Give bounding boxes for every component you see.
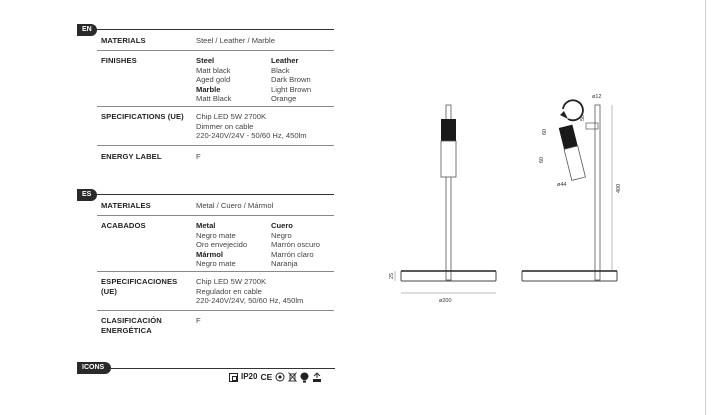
finish-item: Metal [196,221,216,230]
row-divider [97,106,334,107]
label-line: CLASIFICACIÓN [101,316,162,325]
dim-diameter-top: ø12 [592,94,602,100]
spec-line: Dimmer on cable [196,121,254,131]
label-line: ENERGÉTICA [101,325,152,335]
row-divider [97,145,334,146]
lamp-stem [595,105,600,280]
finish-item: Negro mate [196,259,236,269]
lamp-base [522,271,617,281]
especificaciones-label [101,277,177,296]
row-divider [97,310,334,311]
finish-item: Leather [271,56,299,65]
led-bulb-icon [300,372,309,383]
finishes-col1 [196,56,231,104]
icons-badge: ICONS [77,362,111,374]
clasificacion-label [101,316,162,335]
finish-item: Dark Brown [271,75,311,85]
lamp-base [401,271,496,281]
dim-50: 50 [580,114,586,121]
lamp-arm [586,123,598,129]
energy-label: ENERGY LABEL [101,152,162,161]
spec-line: Chip LED 5W 2700K [196,112,267,121]
ip20-label: IP20 [241,372,258,381]
section-line-es [97,194,334,195]
dim-60-a: 60 [542,128,548,135]
materials-value: Steel / Leather / Marble [196,36,275,45]
finish-item: Oro envejecido [196,240,248,250]
finish-item: Black [271,65,290,75]
dim-60-b: 60 [539,156,545,163]
finish-item: Negro mate [196,230,236,240]
dim-base-height: 25 [389,272,395,279]
row-divider [97,50,334,51]
rohs-icon [275,372,285,382]
especificaciones-value [196,277,303,306]
dim-base-diameter: ø200 [439,298,452,304]
label-line: ESPECIFICACIONES [101,277,178,286]
acabados-col2 [271,221,320,269]
lang-badge-en: EN [77,24,97,36]
dim-height: 400 [616,183,622,193]
lamp-head-top [441,119,456,141]
lamp-side-view [522,94,622,281]
spec-line: Chip LED 5W 2700K [196,277,267,286]
dim-diameter-head: ø44 [557,182,567,188]
finish-item: Negro [271,230,292,240]
finish-item: Matt Black [196,94,232,104]
dimmable-icon [312,372,322,383]
row-divider [97,271,334,272]
specifications-value [196,112,307,141]
lamp-front-view [389,105,496,304]
lang-badge-es: ES [77,189,97,201]
acabados-label: ACABADOS [101,221,146,230]
materials-label: MATERIALS [101,36,146,45]
finish-item: Marrón oscuro [271,240,320,250]
finish-item: Aged gold [196,75,231,85]
finish-item: Orange [271,94,297,104]
finishes-col2 [271,56,311,104]
spec-line: 220-240V/24V, 50/60 Hz, 450lm [196,296,304,306]
finish-item: Matt black [196,65,231,75]
label-line: (UE) [101,286,118,296]
finish-item: Mármol [196,249,224,259]
spec-line: Regulador en cable [196,286,262,296]
technical-drawing [380,85,630,315]
finish-item: Cuero [271,221,293,230]
clasificacion-value: F [196,316,201,325]
lamp-head-top [559,125,578,150]
acabados-col1 [196,221,247,269]
row-divider [97,215,334,216]
weee-bin-icon [288,372,297,382]
finish-item: Marble [196,84,221,94]
finish-item: Naranja [271,259,298,269]
ce-mark-icon: CE [260,372,273,382]
class-ii-icon [229,373,238,382]
lamp-head-bottom [441,141,456,177]
finish-item: Steel [196,56,215,65]
finishes-label: FINISHES [101,56,137,65]
finish-item: Light Brown [271,84,312,94]
spec-line: 220-240V/24V - 50/60 Hz, 450lm [196,131,307,141]
finish-item: Marrón claro [271,249,314,259]
materiales-label: MATERIALES [101,201,151,210]
certification-icons [229,371,322,383]
icons-line [110,368,335,369]
section-line-en [97,29,334,30]
specifications-label: SPECIFICATIONS (UE) [101,112,184,121]
lamp-head-bottom [564,146,585,180]
energy-value: F [196,152,201,161]
materiales-value: Metal / Cuero / Mármol [196,201,274,210]
